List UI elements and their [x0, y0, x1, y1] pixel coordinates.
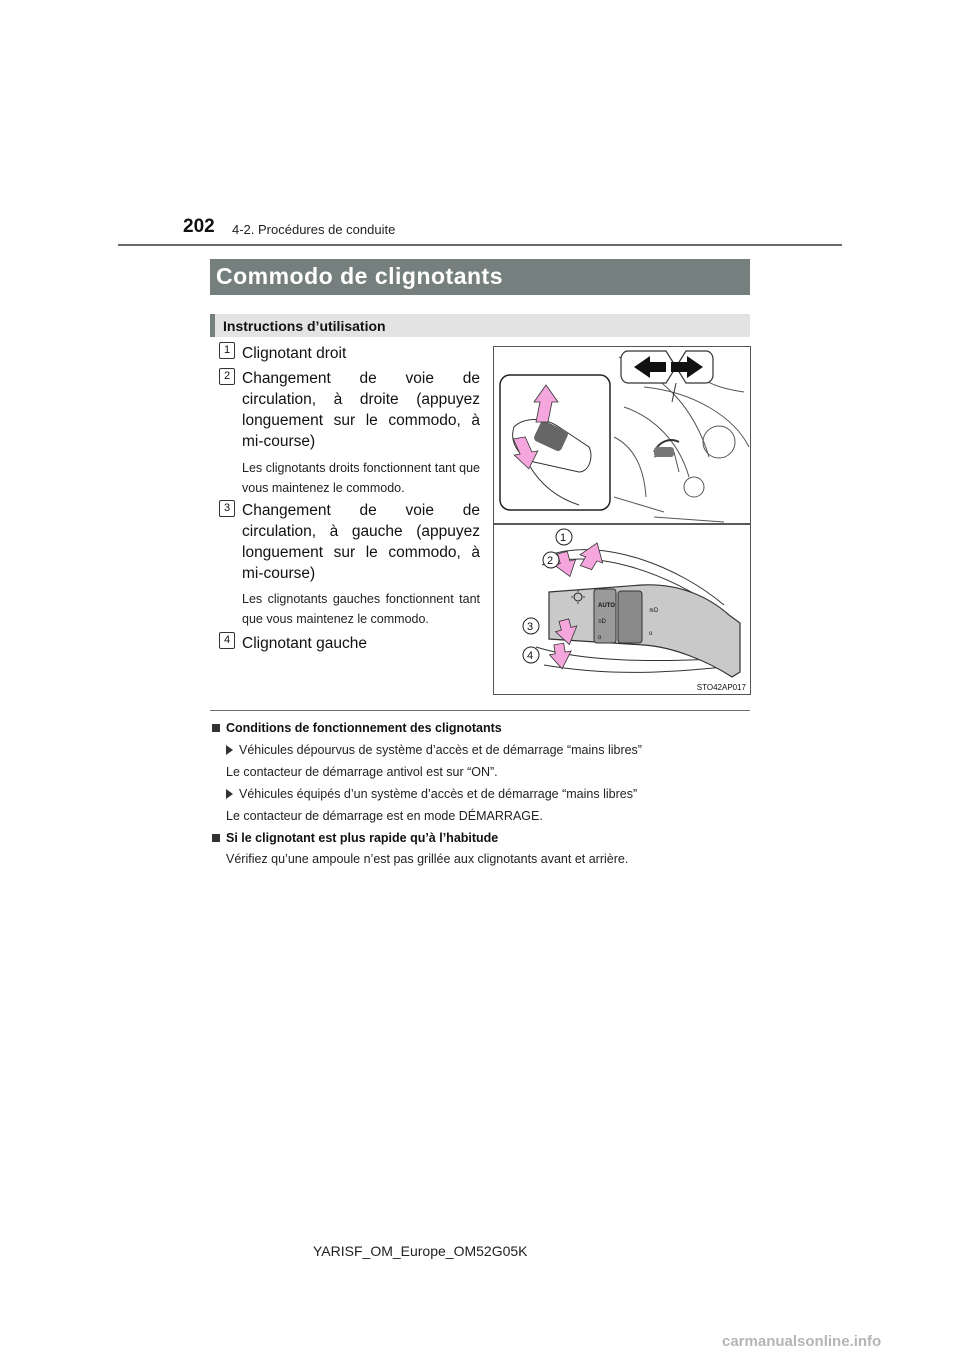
condition-text: Le contacteur de démarrage antivol est sur “ON”. [226, 765, 498, 779]
item-note: Les clignotants droits fonctionnent tant que vous maintenez le commodo. [242, 461, 480, 495]
title-bar [210, 259, 750, 295]
svg-text:≋D: ≋D [649, 608, 659, 614]
triangle-bullet-icon [226, 789, 233, 799]
page-title: Commodo de clignotants [216, 263, 503, 289]
subtitle: Instructions d’utilisation [223, 318, 386, 334]
callout-label: 4 [527, 650, 534, 662]
condition-text: Vérifiez qu’une ampoule n’est pas grillée aux clignotants avant et arrière. [226, 852, 629, 866]
item-number-badge: 2 [219, 368, 235, 385]
item-text: Changement de voie de circulation, à gauche (appuyez longuement sur le commodo, à mi-course) [242, 502, 480, 582]
watermark: carmanualsonline.info [722, 1333, 882, 1350]
turn-signal-illustration [494, 347, 750, 694]
condition-bullet: Véhicules dépourvus de système d’accès et de démarrage “mains libres” [226, 743, 642, 757]
callout-1 [556, 529, 572, 545]
item-text: Clignotant droit [242, 345, 347, 362]
auto-label: AUTO [598, 603, 615, 609]
document-code: YARISF_OM_Europe_OM52G05K [313, 1243, 528, 1259]
callout-label: 2 [547, 555, 554, 567]
item-text: Clignotant gauche [242, 635, 367, 652]
turn-signal-figure [493, 346, 751, 695]
direction-arrows-icon [621, 351, 713, 402]
condition-text: Le contacteur de démarrage est en mode DÉMARRAGE. [226, 809, 543, 823]
svg-text:o: o [649, 631, 653, 637]
page-number: 202 [183, 216, 215, 237]
item-text: Changement de voie de circulation, à droite (appuyez longuement sur le commodo, à mi-course) [242, 370, 480, 450]
square-bullet-icon [212, 834, 220, 842]
subtitle-bar [210, 314, 750, 337]
condition-bullet: Véhicules équipés d’un système d’accès et de démarrage “mains libres” [226, 787, 637, 801]
figure-code: STO42AP017 [696, 683, 746, 692]
section-divider [210, 710, 750, 711]
square-bullet-icon [212, 724, 220, 732]
svg-text:o: o [598, 635, 602, 641]
condition-heading: Conditions de fonctionnement des clignotants [212, 721, 502, 735]
header-divider [118, 244, 842, 246]
callout-label: 1 [560, 532, 567, 544]
callout-2 [543, 552, 559, 568]
callout-4 [523, 647, 539, 663]
item-number-badge: 1 [219, 342, 235, 359]
triangle-bullet-icon [226, 745, 233, 755]
callout-label: 3 [527, 621, 534, 633]
callout-3 [523, 618, 539, 634]
item-number-badge: 4 [219, 632, 235, 649]
subtitle-accent [210, 314, 215, 337]
item-number-badge: 3 [219, 500, 235, 517]
section-reference: 4-2. Procédures de conduite [232, 222, 396, 237]
svg-text:≡D: ≡D [598, 619, 606, 625]
item-note: Les clignotants gauches fonctionnent tant que vous maintenez le commodo. [242, 592, 480, 626]
condition-heading: Si le clignotant est plus rapide qu’à l’habitude [212, 831, 498, 845]
